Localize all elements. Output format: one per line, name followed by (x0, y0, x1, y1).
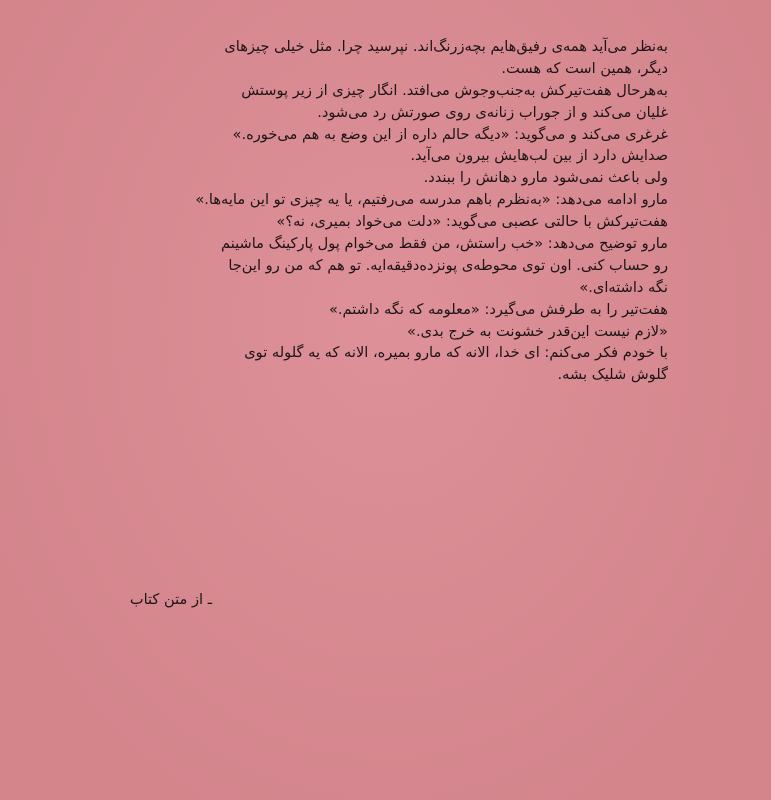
excerpt-source: ـ از متن کتاب (129, 591, 212, 608)
excerpt-paragraph: به‌هرحال هفت‌تیرکش به‌جنب‌وجوش می‌افتد. انگار چیزی از زیر پوستش غلیان می‌کند و از جوراب زنانه‌ی روی صورتش رد می‌شود. (241, 81, 668, 121)
excerpt-paragraph: ولی باعث نمی‌شود مارو دهانش را ببندد. (423, 169, 668, 187)
excerpt-paragraph: با خودم فکر می‌کنم: ای خدا، الانه که مارو بمیره، الانه که یه گلوله توی گلوش شلیک بشه. (244, 344, 668, 384)
excerpt-paragraph: «لازم نیست این‌قدر خشونت به خرج بدی.» (407, 322, 668, 340)
excerpt-paragraph: صدایش دارد از بین لب‌هایش بیرون می‌آید. (410, 147, 668, 165)
excerpt-paragraph: غرغری می‌کند و می‌گوید: «دیگه حالم داره از این وضع به هم می‌خوره.» (232, 125, 668, 143)
excerpt-paragraph: هفت‌تیر را به طرفش می‌گیرد: «معلومه که نگه داشتم.» (328, 300, 668, 318)
excerpt-paragraph: مارو ادامه می‌دهد: «به‌نظرم باهم مدرسه می‌رفتیم، یا یه چیزی تو این مایه‌ها.» (195, 191, 668, 209)
excerpt-paragraph: مارو توضیح می‌دهد: «خب راستش، من فقط می‌خوام پول پارکینگ ماشینم رو حساب کنی. اون توی محوطه‌ی پونزده‌دقیقه‌ایه. تو هم که من رو این‌جا نگه داشته‌ای.» (220, 235, 668, 296)
excerpt-paragraph: به‌نظر می‌آید همه‌ی رفیق‌هایم بچه‌زرنگ‌اند. نپرسید چرا. مثل خیلی چیزهای دیگر، همین است که هست. (224, 38, 668, 77)
excerpt-text (92, 36, 668, 386)
excerpt-paragraph: هفت‌تیرکش با حالتی عصبی می‌گوید: «دلت می‌خواد بمیری، نه؟» (276, 213, 668, 231)
